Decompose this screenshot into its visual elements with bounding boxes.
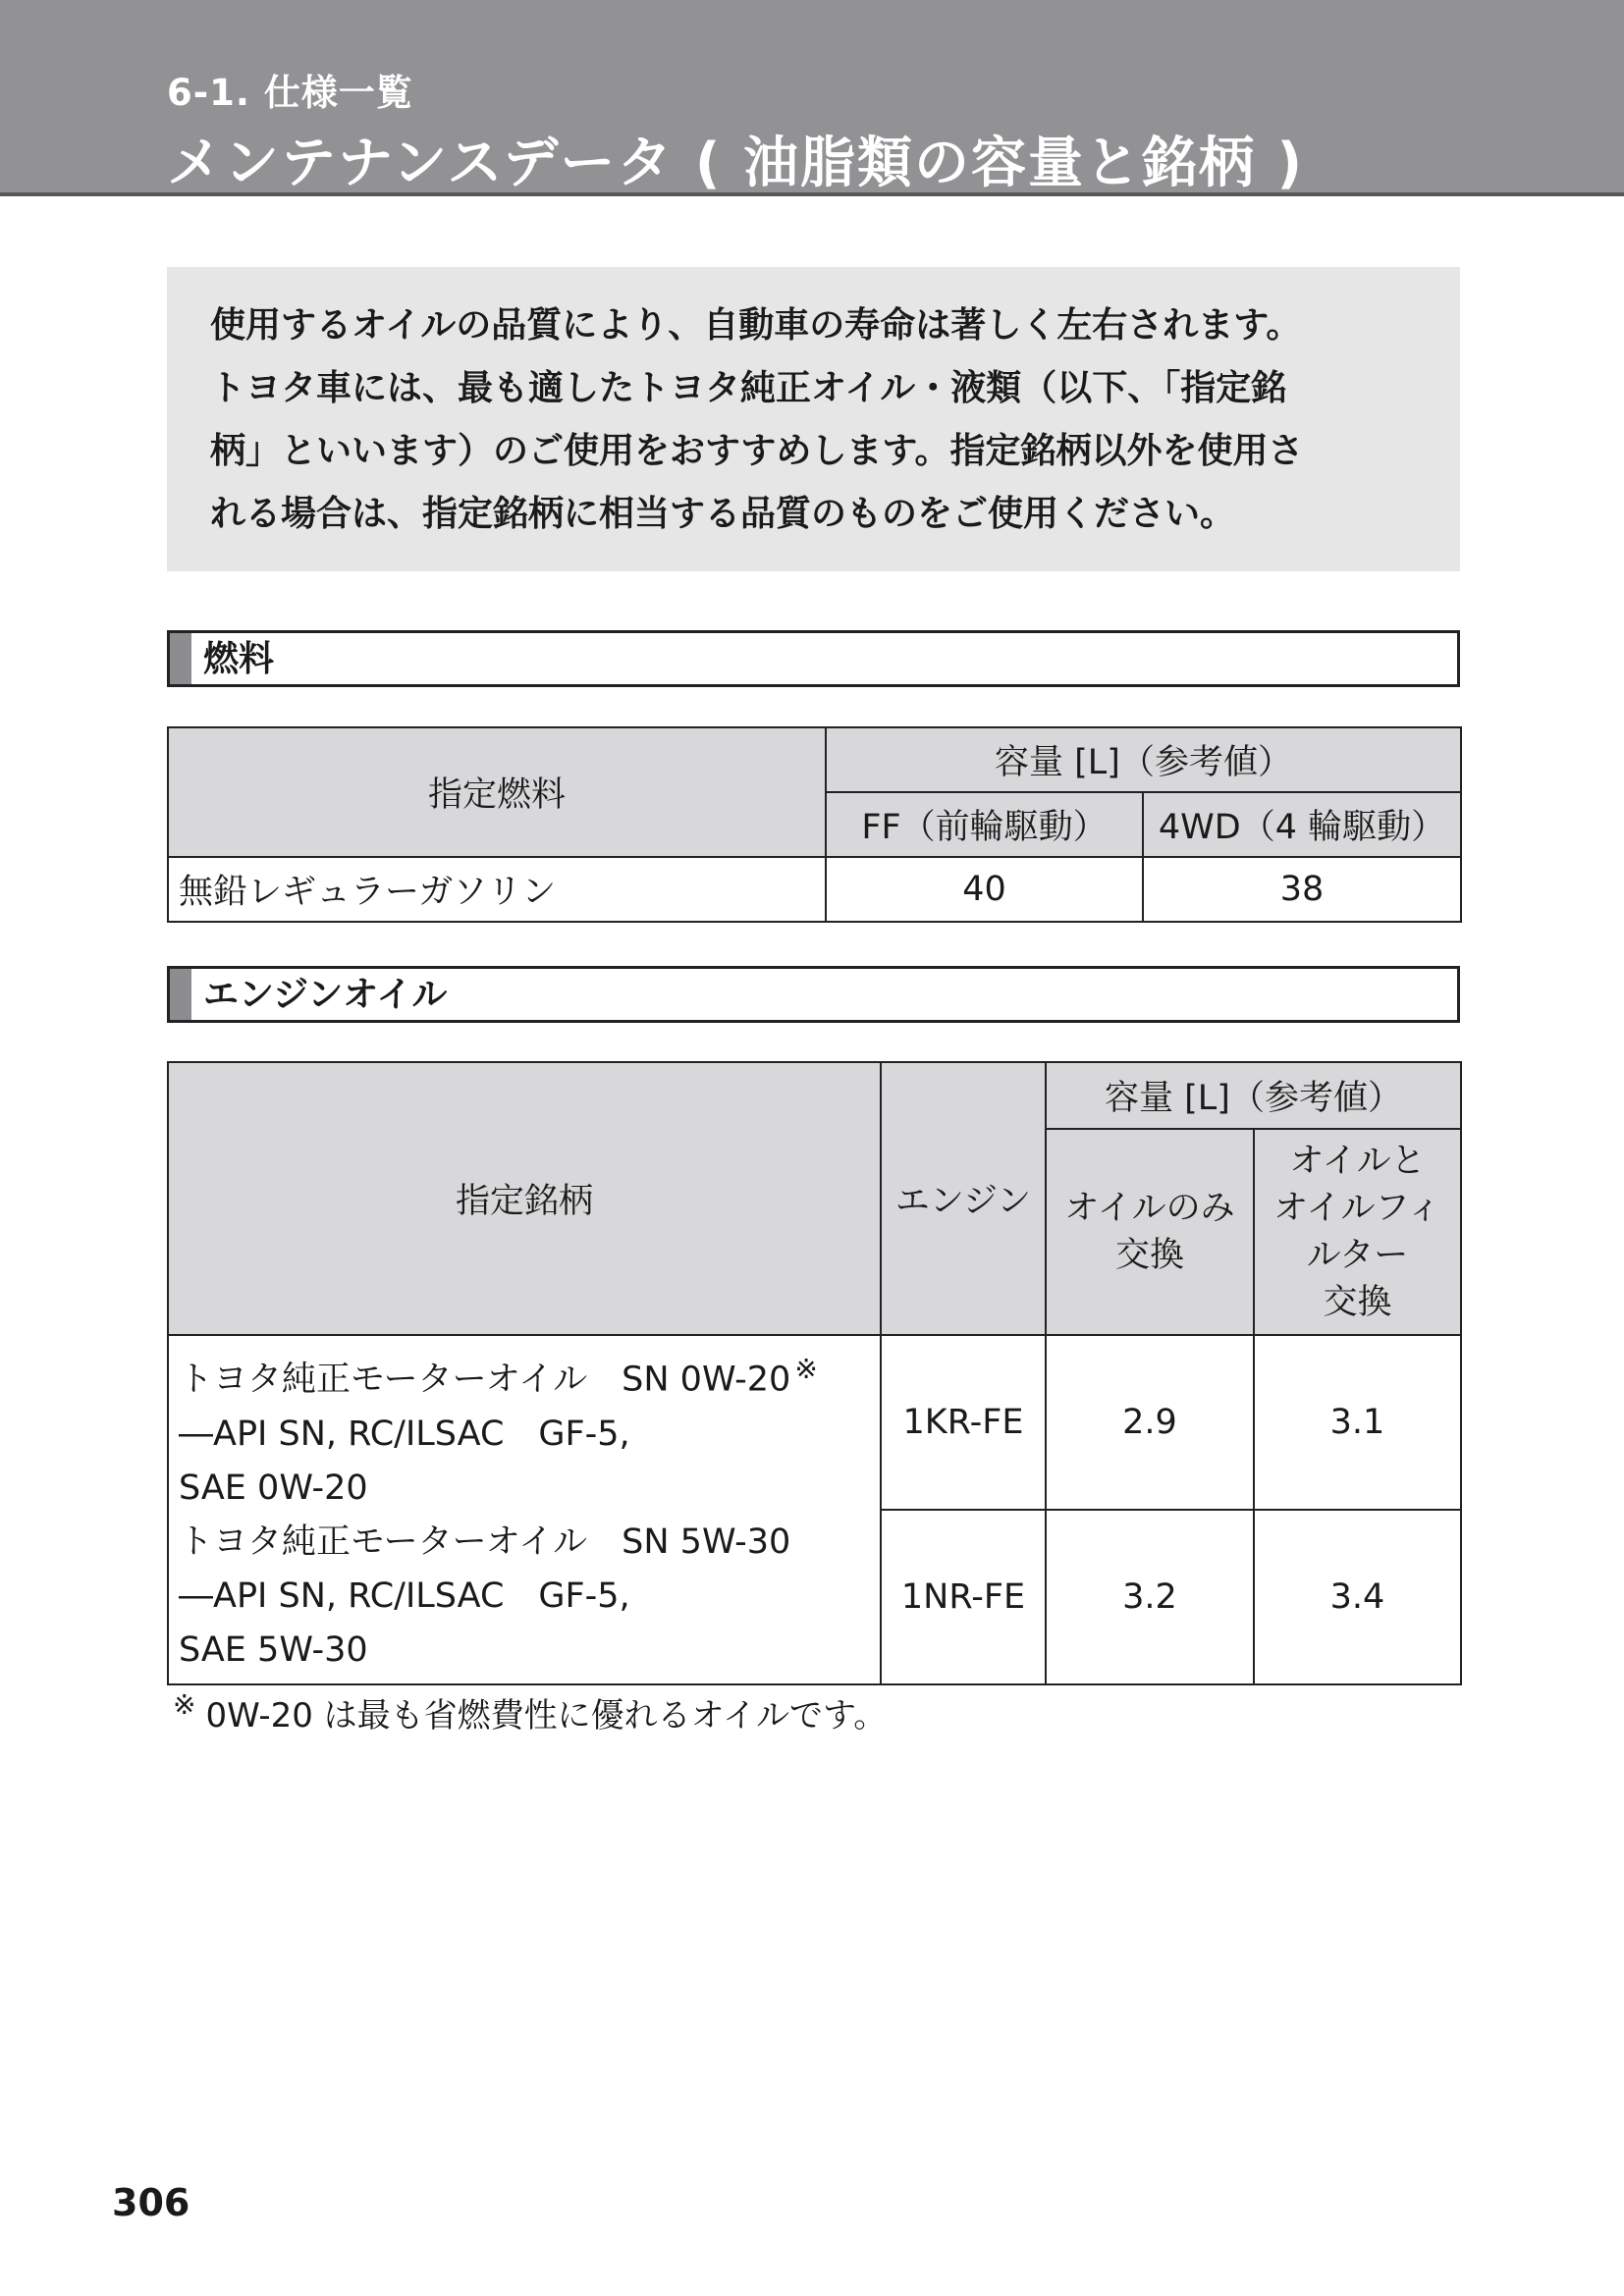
- header-oil-and-filter: [1254, 1129, 1461, 1335]
- intro-line: 使用するオイルの品質により、自動車の寿命は著しく左右されます。: [210, 305, 1302, 346]
- header-ff: FF（前輪駆動）: [826, 792, 1143, 857]
- fuel-name-cell: 無鉛レギュラーガソリン: [168, 857, 826, 922]
- page-number: 306: [112, 2181, 190, 2224]
- oil-only-cell: 2.9: [1046, 1335, 1254, 1510]
- header-designated-fuel: 指定燃料: [168, 727, 826, 857]
- footnote: [173, 1688, 887, 1736]
- header-capacity: 容量 [L]（参考値）: [826, 727, 1461, 792]
- header-capacity: 容量 [L]（参考値）: [1046, 1062, 1461, 1129]
- section-title: 燃料: [203, 639, 275, 679]
- section-marker: [170, 969, 191, 1020]
- oil-filter-cell: 3.1: [1254, 1335, 1461, 1510]
- footnote-text: 0W-20 は最も省燃費性に優れるオイルです。: [205, 1696, 888, 1735]
- ff-capacity-cell: 40: [826, 857, 1143, 922]
- oil-only-cell: 3.2: [1046, 1510, 1254, 1684]
- header-line: オイルのみ: [1064, 1189, 1235, 1228]
- intro-line: トヨタ車には、最も適したトヨタ純正オイル・液類（以下、「指定銘: [210, 368, 1287, 408]
- brand-line: ―API SN, RC/ILSAC GF-5,: [179, 1414, 630, 1454]
- section-heading-fuel: [167, 630, 1460, 687]
- brand-cell: [168, 1335, 881, 1684]
- fuel-table: [167, 726, 1462, 923]
- table-row: [168, 1335, 1461, 1510]
- brand-line: SAE 0W-20: [179, 1468, 368, 1508]
- engine-cell: 1KR-FE: [881, 1335, 1046, 1510]
- header-line: ルター: [1306, 1236, 1409, 1275]
- brand-line: SAE 5W-30: [179, 1629, 368, 1670]
- intro-line: れる場合は、指定銘柄に相当する品質のものをご使用ください。: [210, 494, 1236, 534]
- note-mark: ※: [794, 1353, 818, 1386]
- chapter-label: 6-1. 仕様一覧: [167, 72, 413, 114]
- engine-oil-table: [167, 1061, 1462, 1685]
- header-brand: 指定銘柄: [168, 1062, 881, 1335]
- header-band: [0, 0, 1624, 196]
- section-heading-engine-oil: [167, 966, 1460, 1023]
- 4wd-capacity-cell: 38: [1143, 857, 1461, 922]
- header-engine: エンジン: [881, 1062, 1046, 1335]
- header-line: 交換: [1114, 1236, 1184, 1275]
- section-title: エンジンオイル: [203, 975, 448, 1015]
- header-line: オイルと: [1289, 1142, 1426, 1181]
- intro-line: 柄」といいます）のご使用をおすすめします。指定銘柄以外を使用さ: [210, 431, 1304, 471]
- header-line: オイルフィ: [1273, 1189, 1441, 1228]
- header-line: 交換: [1323, 1283, 1392, 1322]
- header-4wd: 4WD（4 輪駆動）: [1143, 792, 1461, 857]
- brand-line: トヨタ純正モーターオイル SN 5W-30: [179, 1522, 791, 1562]
- footnote-mark: ※: [173, 1688, 196, 1721]
- header-oil-only: [1046, 1129, 1254, 1335]
- engine-cell: 1NR-FE: [881, 1510, 1046, 1684]
- intro-box: [167, 267, 1460, 571]
- brand-line: ―API SN, RC/ILSAC GF-5,: [179, 1575, 630, 1616]
- oil-filter-cell: 3.4: [1254, 1510, 1461, 1684]
- section-marker: [170, 633, 191, 684]
- table-row: [168, 857, 1461, 922]
- brand-line: トヨタ純正モーターオイル SN 0W-20: [179, 1360, 791, 1400]
- page-title: メンテナンスデータ ( 油脂類の容量と銘柄 ): [167, 132, 1305, 195]
